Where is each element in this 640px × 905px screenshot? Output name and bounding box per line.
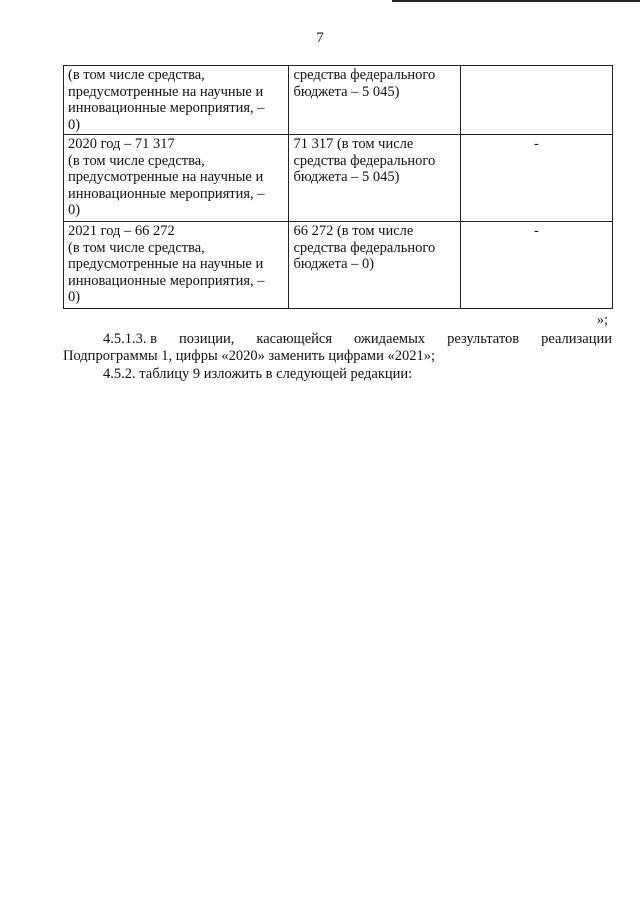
table-cell-budget	[289, 66, 460, 135]
table-row	[64, 222, 613, 309]
cell-line: инновационные мероприятия, –	[68, 185, 265, 202]
table-row	[64, 135, 613, 222]
cell-line: 71 317 (в том числе	[293, 136, 414, 152]
para-word: 4.5.1.3. в	[103, 331, 157, 347]
cell-line: бюджета – 0)	[293, 256, 375, 272]
cell-line: бюджета – 5 045)	[293, 83, 400, 100]
cell-line: предусмотренные на научные и	[68, 83, 264, 100]
cell-line: 66 272 (в том числе	[293, 223, 414, 239]
closing-quote: »;	[596, 312, 608, 328]
cell-line: инновационные мероприятия, –	[68, 100, 265, 116]
para-word: реализации	[541, 331, 612, 347]
table-cell-budget	[289, 222, 460, 309]
table-cell-other: -	[460, 135, 612, 222]
cell-line: средства федерального	[293, 152, 436, 169]
table-cell-funding	[64, 222, 289, 309]
cell-line: (в том числе средства,	[68, 152, 205, 169]
table-cell-other: -	[460, 222, 612, 309]
paragraph-4-5-2: 4.5.2. таблицу 9 изложить в следующей редакции:	[103, 366, 413, 382]
cell-line: предусмотренные на научные и	[68, 169, 264, 185]
document-table	[63, 65, 613, 309]
cell-line: предусмотренные на научные и	[68, 256, 264, 272]
paragraph-4-5-1-3	[63, 331, 612, 348]
cell-line: инновационные мероприятия, –	[68, 272, 265, 289]
cell-line: 0)	[68, 289, 81, 305]
cell-line: 0)	[68, 202, 81, 218]
cell-line: 2020 год – 71 317	[68, 136, 175, 152]
para-word: касающейся	[256, 331, 332, 347]
table-row	[64, 66, 613, 135]
page-number: 7	[316, 30, 324, 46]
para-word: результатов	[447, 331, 520, 347]
cell-line: бюджета – 5 045)	[293, 169, 400, 185]
table-cell-budget	[289, 135, 460, 222]
cell-line: (в том числе средства,	[68, 67, 205, 83]
cell-line: средства федерального	[293, 67, 436, 83]
cell-line: 0)	[68, 116, 81, 133]
table-cell-other	[460, 66, 612, 135]
cell-line: средства федерального	[293, 239, 436, 256]
cell-line: 2021 год – 66 272	[68, 223, 175, 239]
paragraph-4-5-1-3-continuation: Подпрограммы 1, цифры «2020» заменить цифрами «2021»;	[63, 348, 436, 364]
para-word: ожидаемых	[354, 331, 426, 347]
para-word: позиции,	[178, 331, 235, 347]
table-cell-funding	[64, 66, 289, 135]
cell-line: (в том числе средства,	[68, 239, 205, 256]
top-rule	[392, 0, 640, 2]
table-cell-funding	[64, 135, 289, 222]
